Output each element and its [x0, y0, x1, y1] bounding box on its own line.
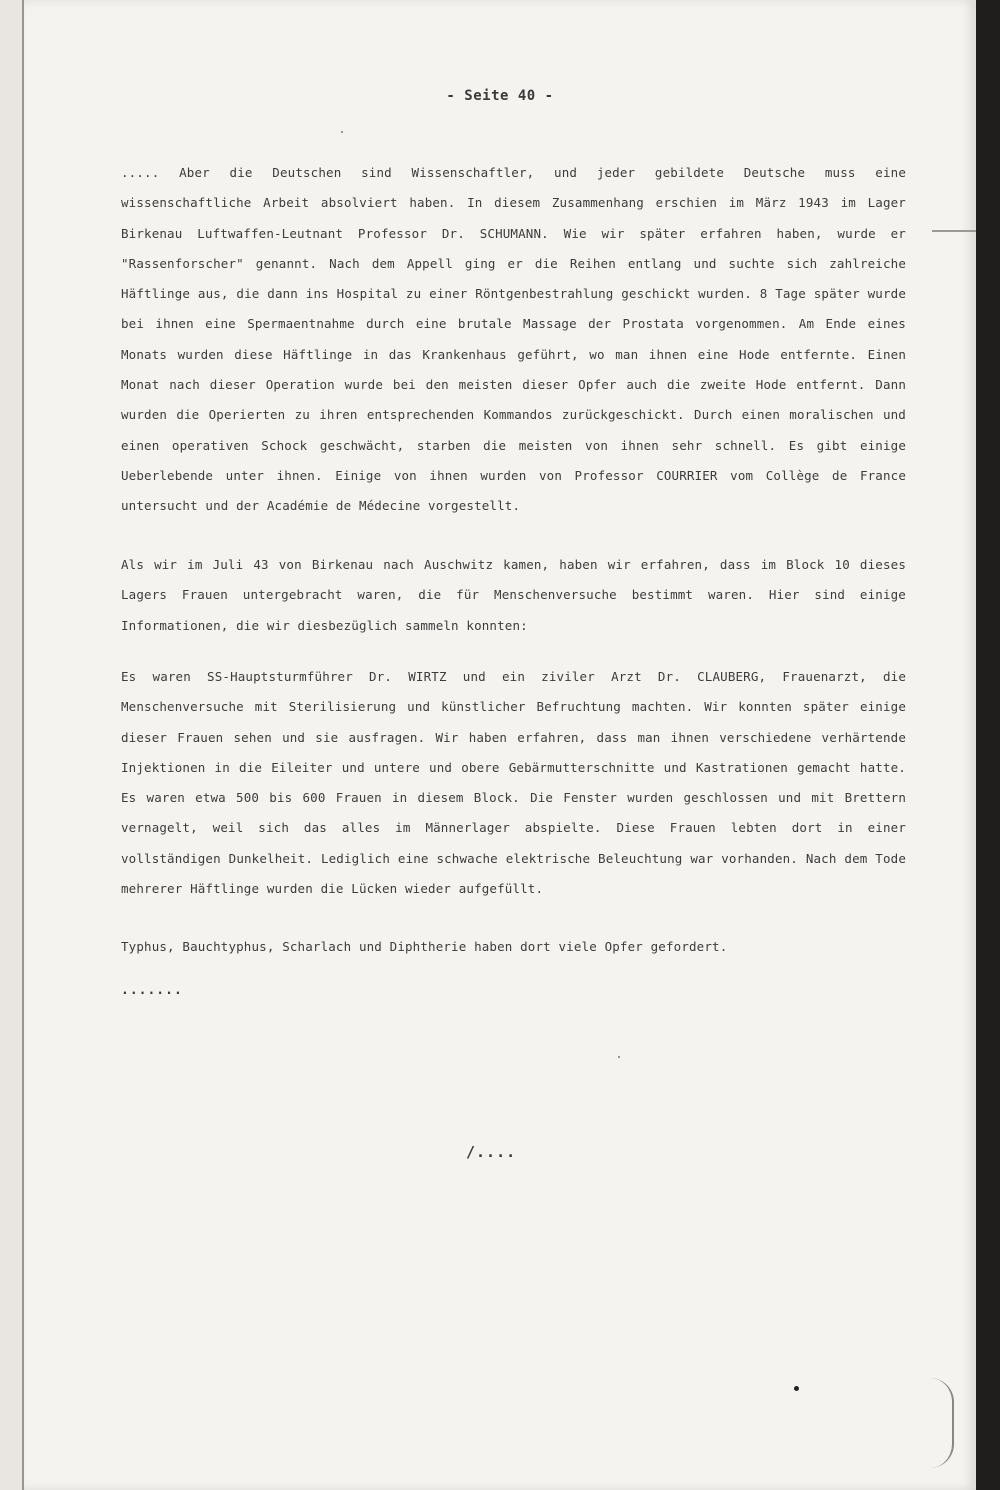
ink-dot — [618, 1056, 620, 1058]
paragraph-schumann: ..... Aber die Deutschen sind Wissenschaftler, und jeder gebildete Deutsche muss eine wissenschaftliche Arbeit absolviert haben. In diesem Zusammenhang erschien im März 1943 im Lager Birkenau Luftwaffen-Leutnant Professor Dr. SCHUMANN. Wie wir später erfahren haben, wurde er "Rassenforscher" genannt. Nach dem Appell ging er die Reihen entlang und suchte sich zahlreiche Häftlinge aus, die dann ins Hospital zu einer Röntgenbestrahlung geschickt wurden. 8 Tage später wurde bei ihnen eine Spermaentnahme durch eine brutale Massage der Prostata vorgenommen. Am Ende eines Monats wurden diese Häftlinge in das Krankenhaus geführt, wo man ihnen eine Hode entfernte. Einen Monat nach dieser Operation wurde bei den meisten dieser Opfer auch die zweite Hode entfernt. Dann wurden die Operierten zu ihren entsprechenden Kommandos zurückgeschickt. Durch einen moralischen und einen operativen Schock geschwächt, starben die meisten von ihnen sehr schnell. Es gibt einige Ueberlebende unter ihnen. Einige von ihnen wurden von Professor COURRIER vom Collège de France untersucht und der Académie de Médecine vorgestellt. — [121, 165, 906, 514]
previous-page-edge — [0, 0, 24, 1490]
paragraph-diseases: Typhus, Bauchtyphus, Scharlach und Diphtherie haben dort viele Opfer gefordert. — [121, 939, 728, 954]
scan-background — [976, 0, 1000, 1490]
continuation-marker: /.... — [466, 1143, 517, 1161]
ellipsis-marker: ....... — [121, 983, 183, 998]
ink-dot — [341, 131, 343, 133]
page-corner-curl — [930, 1378, 954, 1468]
paragraph-wirtz-clauberg: Es waren SS-Hauptsturmführer Dr. WIRTZ und ein ziviler Arzt Dr. CLAUBERG, Frauenarzt, die Menschenversuche mit Sterilisierung und künstlicher Befruchtung machten. Wir konnten später einige dieser Frauen sehen und sie ausfragen. Wir haben erfahren, dass man ihnen verschiedene verhärtende Injektionen in die Eileiter und untere und obere Gebärmutterschnitte und Kastrationen gemacht hatte. Es waren etwa 500 bis 600 Frauen in diesem Block. Die Fenster wurden geschlossen und mit Brettern vernagelt, weil sich das alles im Männerlager abspielte. Diese Frauen lebten dort in einer vollständigen Dunkelheit. Lediglich eine schwache elektrische Beleuchtung war vorhanden. Nach dem Tode mehrerer Häftlinge wurden die Lücken wieder aufgefüllt. — [121, 669, 906, 897]
page-number-header: - Seite 40 - — [446, 88, 554, 104]
ink-dot — [794, 1386, 799, 1391]
pencil-mark — [932, 230, 976, 232]
paragraph-block-10: Als wir im Juli 43 von Birkenau nach Auschwitz kamen, haben wir erfahren, dass im Block 10 dieses Lagers Frauen untergebracht waren, die für Menschenversuche bestimmt waren. Hier sind einige Informationen, die wir diesbezüglich sammeln konnten: — [121, 557, 906, 633]
